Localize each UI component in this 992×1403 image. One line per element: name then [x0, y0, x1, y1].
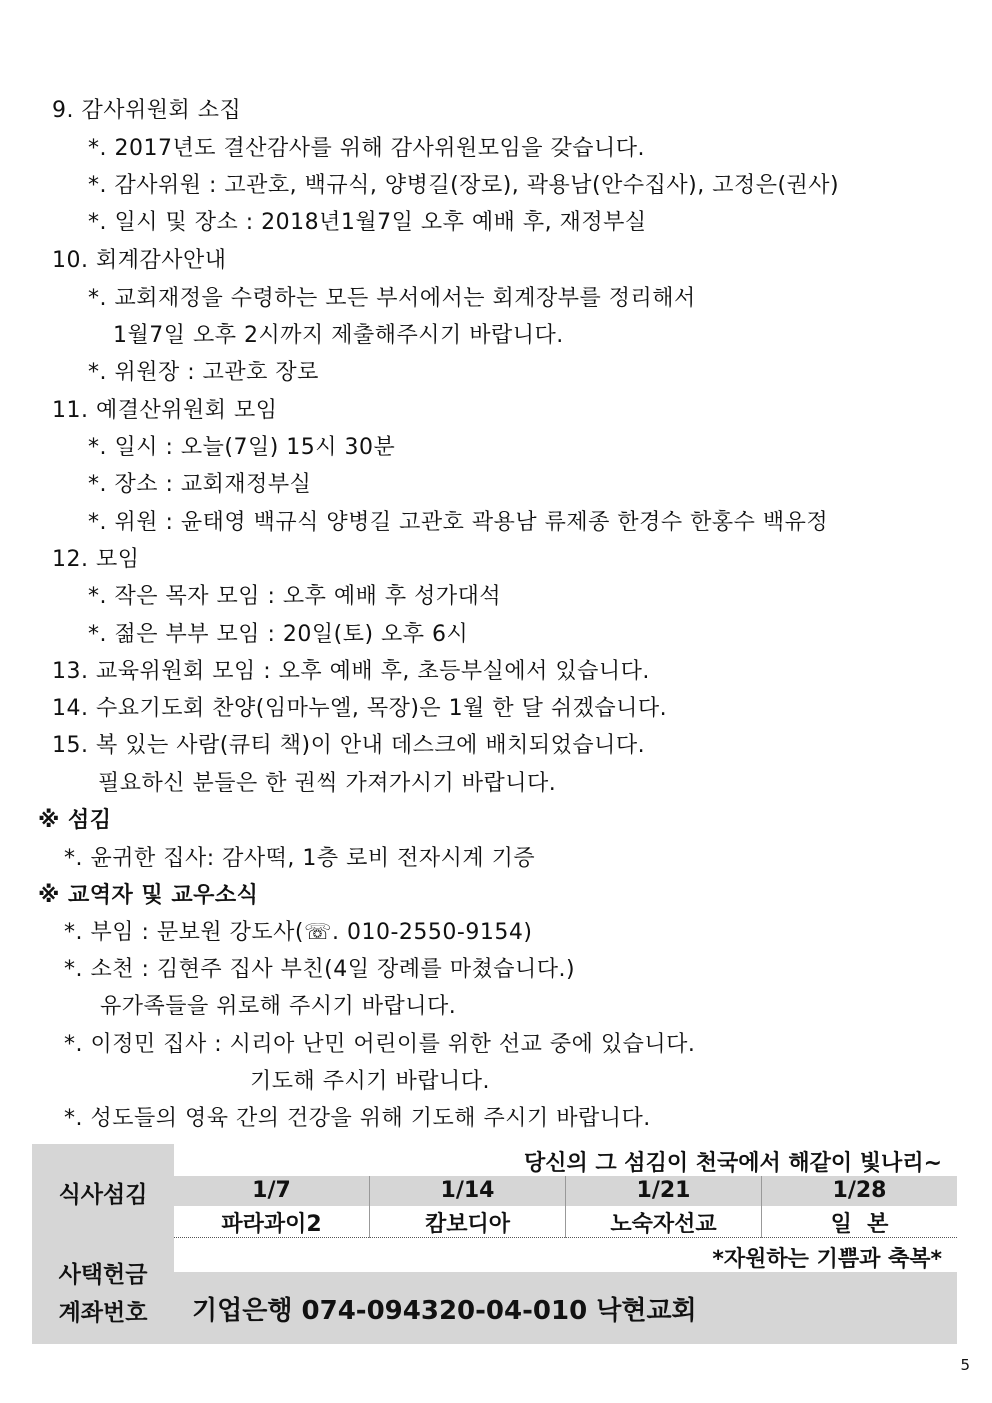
- target-cell: 일 본: [830, 1212, 889, 1237]
- section-12-item-1: *. 작은 목자 모임 : 오후 예배 후 성가대석: [88, 584, 502, 609]
- section-10-title: 10. 회계감사안내: [52, 248, 227, 273]
- news-item-2: *. 소천 : 김현주 집사 부친(4일 장례를 마쳤습니다.): [64, 957, 576, 982]
- news-heading: ※ 교역자 및 교우소식: [38, 883, 259, 908]
- section-11-title: 11. 예결산위원회 모임: [52, 398, 278, 423]
- section-10-item-2: *. 위원장 : 고관호 장로: [88, 360, 319, 385]
- section-15-cont: 필요하신 분들은 한 권씩 가져가시기 바랍니다.: [98, 771, 557, 796]
- offering-note: *자원하는 기쁨과 축복*: [712, 1247, 942, 1272]
- news-item-4: *. 성도들의 영육 간의 건강을 위해 기도해 주시기 바랍니다.: [64, 1106, 651, 1131]
- news-item-2-cont: 유가족들을 위로해 주시기 바랍니다.: [100, 994, 457, 1019]
- section-9-item-2: *. 감사위원 : 고관호, 백규식, 양병길(장로), 곽용남(안수집사), 고정은(권사): [88, 173, 840, 198]
- date-cell: 1/21: [636, 1178, 691, 1203]
- news-item-3-cont: 기도해 주시기 바랍니다.: [250, 1069, 491, 1094]
- section-11-item-1: *. 일시 : 오늘(7일) 15시 30분: [88, 435, 396, 460]
- target-cell: 파라과이2: [221, 1212, 322, 1237]
- target-cell: 노숙자선교: [610, 1212, 717, 1237]
- service-table: [32, 1144, 957, 1344]
- target-cell: 캄보디아: [424, 1212, 510, 1237]
- date-cell: 1/28: [832, 1178, 887, 1203]
- section-11-item-3: *. 위원 : 윤태영 백규식 양병길 고관호 곽용남 류제종 한경수 한홍수 백유정: [88, 510, 829, 535]
- label-account: 계좌번호: [58, 1300, 148, 1326]
- section-13-title: 13. 교육위원회 모임 : 오후 예배 후, 초등부실에서 있습니다.: [52, 659, 650, 684]
- page-number: 5: [960, 1356, 970, 1374]
- section-11-item-2: *. 장소 : 교회재정부실: [88, 472, 312, 497]
- slogan-text: 당신의 그 섬김이 천국에서 해같이 빛나리~: [523, 1151, 942, 1176]
- date-cell: 1/14: [440, 1178, 495, 1203]
- section-14-title: 14. 수요기도회 찬양(임마누엘, 목장)은 1월 한 달 쉬겠습니다.: [52, 696, 668, 721]
- section-15-title: 15. 복 있는 사람(큐티 책)이 안내 데스크에 배치되었습니다.: [52, 733, 646, 758]
- news-item-3: *. 이정민 집사 : 시리아 난민 어린이를 위한 선교 중에 있습니다.: [64, 1032, 696, 1057]
- service-heading: ※ 섬김: [38, 808, 112, 833]
- section-12-item-2: *. 젊은 부부 모임 : 20일(토) 오후 6시: [88, 622, 469, 647]
- account-text: 기업은행 074-094320-04-010 낙현교회: [192, 1296, 697, 1326]
- section-9-item-3: *. 일시 및 장소 : 2018년1월7일 오후 예배 후, 재정부실: [88, 210, 647, 235]
- section-9-item-1: *. 2017년도 결산감사를 위해 감사위원모임을 갖습니다.: [88, 136, 645, 161]
- section-12-title: 12. 모임: [52, 547, 140, 572]
- news-item-1: *. 부임 : 문보원 강도사(☏. 010-2550-9154): [64, 920, 533, 945]
- label-meal: 식사섬김: [58, 1182, 148, 1208]
- section-10-item-1-cont: 1월7일 오후 2시까지 제출해주시기 바랍니다.: [113, 323, 564, 348]
- date-cell: 1/7: [252, 1178, 291, 1203]
- label-offering: 사택헌금: [58, 1262, 148, 1288]
- section-10-item-1: *. 교회재정을 수령하는 모든 부서에서는 회계장부를 정리해서: [88, 286, 696, 311]
- section-9-title: 9. 감사위원회 소집: [52, 98, 242, 123]
- service-item-1: *. 윤귀한 집사: 감사떡, 1층 로비 전자시계 기증: [64, 846, 536, 871]
